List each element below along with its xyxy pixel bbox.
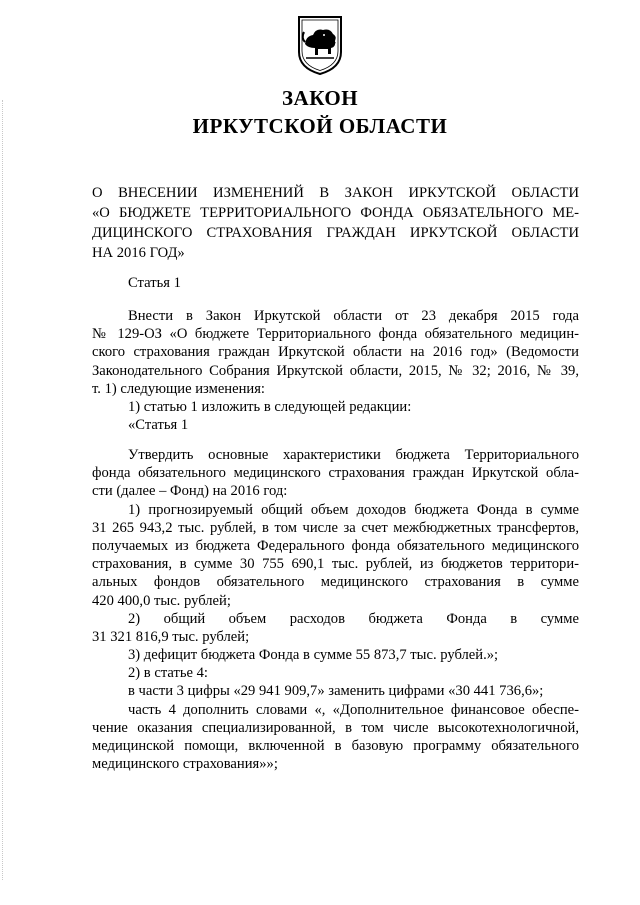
text-line: получаемых из бюджета Федерального фонда обязательного медицинского — [92, 537, 579, 554]
text-line: альных фондов обязательного медицинского страхования в сумме — [92, 574, 579, 591]
text-line: в части 3 цифры «29 941 909,7» заменить цифрами «30 441 736,6»; — [128, 683, 544, 700]
text-line: 2) общий объем расходов бюджета Фонда в сумме — [128, 610, 579, 627]
text-line: «Статья 1 — [128, 417, 189, 434]
text-line: Законодательного Собрания Иркутской области, 2015, № 32; 2016, № 39, — [92, 362, 579, 379]
text-line: фонда обязательного медицинского страхования граждан Иркутской обла- — [92, 465, 579, 482]
text-line: 1) статью 1 изложить в следующей редакции: — [128, 398, 412, 415]
subject-line: «О БЮДЖЕТЕ ТЕРРИТОРИАЛЬНОГО ФОНДА ОБЯЗАТЕЛЬНОГО МЕ- — [92, 205, 579, 221]
text-line: 31 321 816,9 тыс. рублей; — [92, 628, 250, 645]
text-line: т. 1) следующие изменения: — [92, 380, 265, 397]
text-line: 3) дефицит бюджета Фонда в сумме 55 873,7 тыс. рублей.»; — [128, 647, 499, 664]
text-line: 420 400,0 тыс. рублей; — [92, 592, 231, 609]
law-region-title: ИРКУТСКОЙ ОБЛАСТИ — [192, 114, 448, 138]
text-line: 31 265 943,2 тыс. рублей, в том числе за счет межбюджетных трансфертов, — [92, 519, 579, 536]
text-line: сти (далее – Фонд) на 2016 год: — [92, 483, 288, 500]
new-article-text — [92, 446, 579, 773]
law-subject — [92, 183, 579, 263]
text-line: Внести в Закон Иркутской области от 23 декабря 2015 года — [128, 308, 579, 324]
text-line: медицинской помощи, включенной в базовую программу обязательного — [92, 738, 579, 754]
subject-line: ДИЦИНСКОГО СТРАХОВАНИЯ ГРАЖДАН ИРКУТСКОЙ ОБЛАСТИ — [92, 225, 579, 241]
coat-of-arms-icon — [296, 14, 344, 76]
text-line: ского страхования граждан Иркутской области на 2016 год» (Ведомости — [92, 344, 579, 361]
text-line: часть 4 дополнить словами «, «Дополнительное финансовое обеспе- — [128, 701, 579, 718]
subject-line: О ВНЕСЕНИИ ИЗМЕНЕНИЙ В ЗАКОН ИРКУТСКОЙ ОБЛАСТИ — [92, 185, 579, 201]
text-line: 1) прогнозируемый общий объем доходов бюджета Фонда в сумме — [128, 501, 579, 518]
text-line: медицинского страхования»»; — [92, 756, 278, 773]
text-line: Утвердить основные характеристики бюджета Территориального — [128, 447, 579, 463]
article-body — [92, 307, 579, 434]
law-title: ЗАКОН — [281, 86, 359, 110]
subject-line: НА 2016 ГОД» — [92, 245, 185, 261]
text-line: № 129-ОЗ «О бюджете Территориального фонда обязательного медицин- — [92, 326, 579, 343]
text-line: 2) в статье 4: — [128, 665, 208, 682]
text-line: страхования, в сумме 30 755 690,1 тыс. рублей, из бюджетов территори- — [92, 556, 579, 573]
text-line: чение оказания специализированной, в том числе высокотехнологичной, — [92, 719, 579, 736]
scan-margin-mark — [2, 100, 4, 880]
article-heading: Статья 1 — [128, 275, 181, 291]
